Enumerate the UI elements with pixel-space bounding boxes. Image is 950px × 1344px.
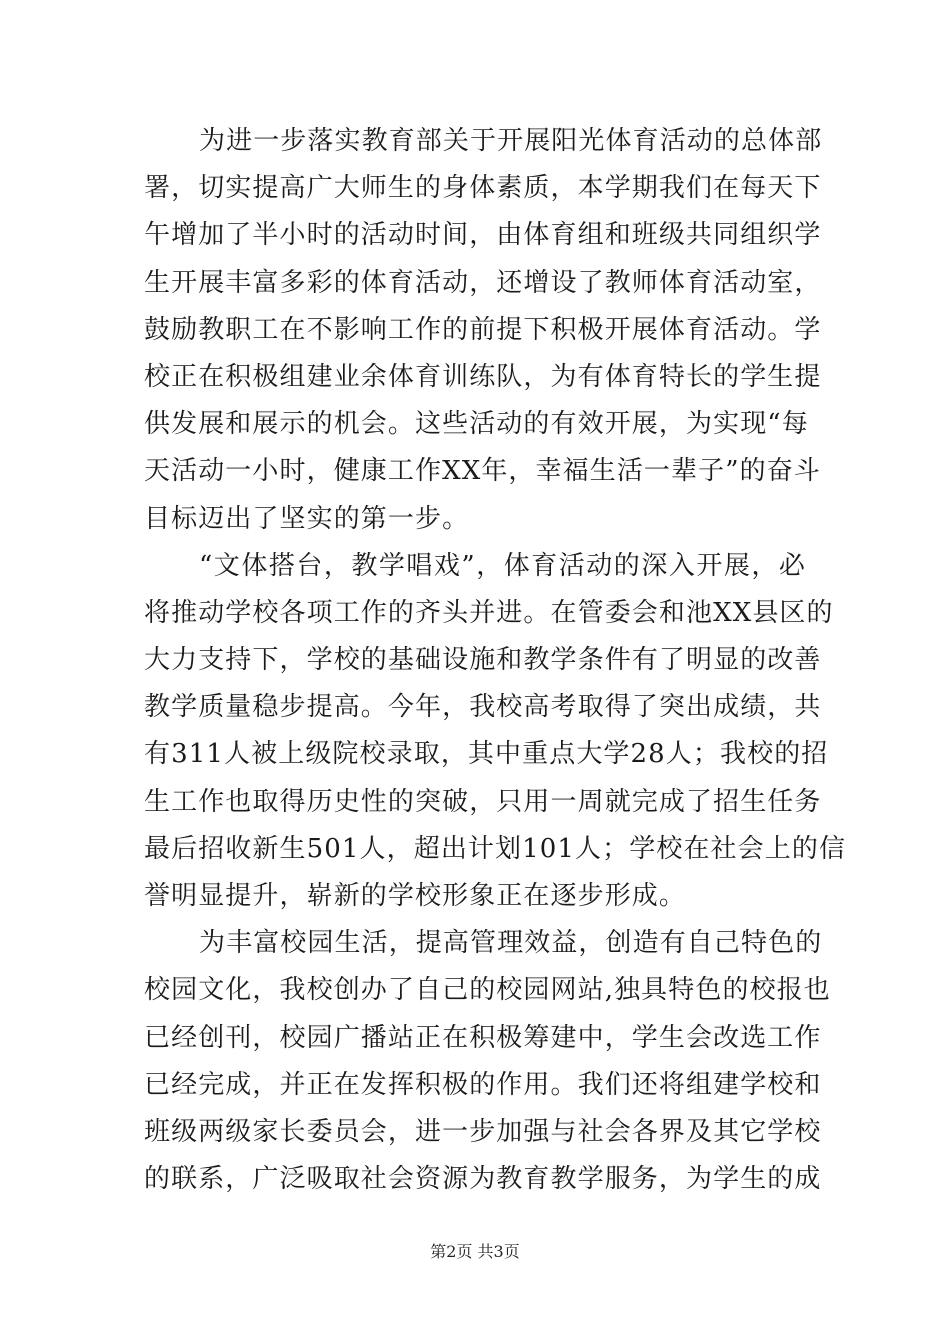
paragraph-line: 生工作也取得历史性的突破，只用一周就完成了招生任务 — [144, 786, 822, 817]
paragraph-line: 校正在积极组建业余体育训练队，为有体育特长的学生提 — [144, 361, 822, 392]
paragraph-line: 为丰富校园生活，提高管理效益，创造有自己特色的 — [199, 928, 823, 959]
paragraph-line: 已经创刊，校园广播站正在积极筹建中，学生会改选工作 — [144, 1022, 822, 1053]
paragraph-line: 已经完成，并正在发挥积极的作用。我们还将组建学校和 — [144, 1069, 822, 1100]
paragraph-line: 供发展和展示的机会。这些活动的有效开展，为实现“每 — [144, 409, 809, 440]
paragraph-line: 誉明显提升，崭新的学校形象正在逐步形成。 — [144, 881, 687, 911]
paragraph-line: 校园文化，我校创办了自己的校园网站,独具特色的校报也 — [144, 975, 831, 1006]
paragraph-line: 大力支持下，学校的基础设施和教学条件有了明显的改善 — [144, 645, 822, 676]
paragraph-line: 目标迈出了坚实的第一步。 — [144, 503, 470, 534]
paragraph-line: 为进一步落实教育部关于开展阳光体育活动的总体部 — [199, 126, 823, 156]
paragraph-line: 的联系，广泛吸取社会资源为教育教学服务，为学生的成 — [144, 1164, 822, 1195]
paragraph-line: “文体搭台，教学唱戏”，体育活动的深入开展，必 — [199, 550, 806, 581]
page-number-footer: 第2页 共3页 — [430, 1242, 520, 1261]
paragraph-line: 午增加了半小时的活动时间，由体育组和班级共同组织学 — [144, 220, 822, 251]
paragraph-line: 生开展丰富多彩的体育活动，还增设了教师体育活动室， — [144, 267, 822, 298]
paragraph-line: 班级两级家长委员会，进一步加强与社会各界及其它学校 — [144, 1116, 822, 1147]
paragraph-line: 将推动学校各项工作的齐头并进。在管委会和池XX县区的 — [144, 597, 834, 628]
paragraph-line: 天活动一小时，健康工作XX年，幸福生活一辈子”的奋斗 — [144, 456, 821, 487]
paragraph-line: 鼓励教职工在不影响工作的前提下积极开展体育活动。学 — [144, 314, 822, 345]
paragraph-line: 最后招收新生501人，超出计划101人；学校在社会上的信 — [144, 833, 847, 864]
paragraph-line: 署，切实提高广大师生的身体素质，本学期我们在每天下 — [144, 173, 822, 204]
paragraph-line: 教学质量稳步提高。今年，我校高考取得了突出成绩，共 — [144, 692, 822, 723]
document-body — [144, 118, 847, 1203]
paragraph-line: 有311人被上级院校录取，其中重点大学28人；我校的招 — [144, 739, 829, 770]
